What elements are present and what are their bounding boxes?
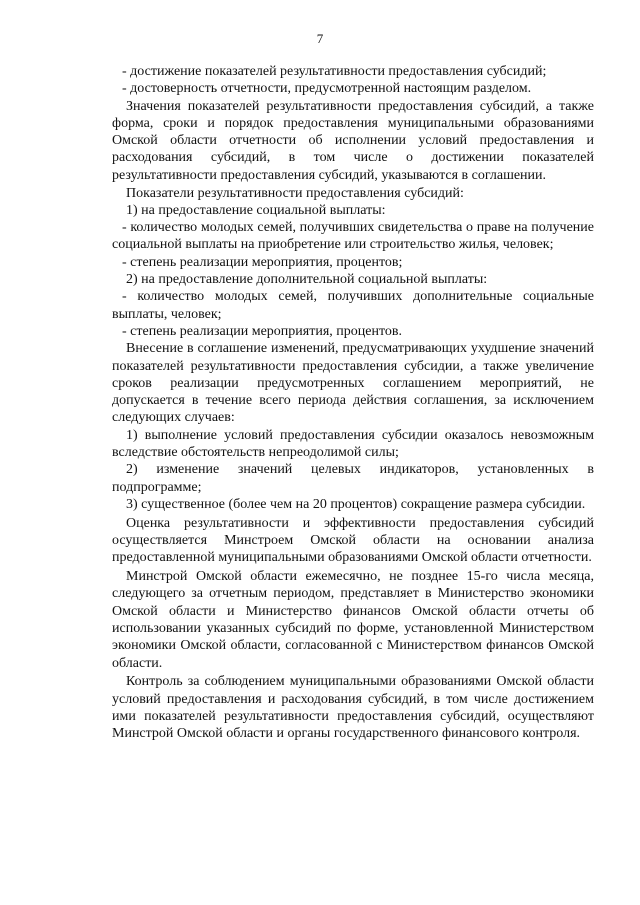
list-item-families-count: - количество молодых семей, получивших свидетельства о праве на получение социальной выплаты на приобретение или строительство жилья, человек; (112, 220, 594, 253)
list-item-target-indicators: 2) изменение значений целевых индикаторов, установленных в подпрограмме; (112, 462, 594, 495)
paragraph-condition-reliability: - достоверность отчетности, предусмотренной настоящим разделом. (122, 81, 532, 97)
document-body (112, 63, 594, 743)
paragraph-indicators-heading: Показатели результативности предоставления субсидий: (126, 185, 464, 201)
list-item-additional-families-count: - количество молодых семей, получивших дополнительные социальные выплаты, человек; (112, 289, 594, 322)
page-number: 7 (316, 31, 324, 46)
paragraph-social-payment: 1) на предоставление социальной выплаты: (126, 202, 386, 218)
list-item-implementation-degree: - степень реализации мероприятия, процентов; (122, 254, 403, 270)
paragraph-indicator-values: Значения показателей результативности предоставления субсидий, а также форма, сроки и порядок предоставления муниципальными образованиями Омской области отчетности об исполнении условий предоставления и расходования субсидий, в том числе о достижении показателей результативности предоставления субсидий, указываются в соглашении. (112, 98, 594, 183)
paragraph-effectiveness-assessment: Оценка результативности и эффективности предоставления субсидий осуществляется Минстроем Омской области на основании анализа предоставленной муниципальными образованиями Омской области отчетности. (112, 515, 594, 566)
paragraph-agreement-changes: Внесение в соглашение изменений, предусматривающих ухудшение значений показателей результативности предоставления субсидии, а также увеличение сроков реализации предусмотренных соглашением мероприятий, не допускается в течение всего периода действия соглашения, за исключением следующих случаев: (112, 341, 594, 426)
paragraph-monthly-reports: Минстрой Омской области ежемесячно, не позднее 15-го числа месяца, следующего за отчетным периодом, представляет в Министерство экономики Омской области и Министерство финансов Омской области отчеты об использовании указанных субсидий по форме, установленной Министерством экономики Омской области, согласованной с Министерством финансов Омской области. (112, 569, 594, 671)
paragraph-condition-achievement: - достижение показателей результативности предоставления субсидий; (122, 64, 547, 79)
paragraph-control: Контроль за соблюдением муниципальными образованиями Омской области условий предоставления и расходования субсидий, в том числе достижением ими показателей результативности предоставления субсидий, осуществляют Минстрой Омской области и органы государственного финансового контроля. (112, 674, 594, 742)
paragraph-additional-payment: 2) на предоставление дополнительной социальной выплаты: (126, 272, 488, 288)
list-item-force-majeure: 1) выполнение условий предоставления субсидии оказалось невозможным вследствие обстоятельств непреодолимой силы; (112, 427, 594, 461)
list-item-subsidy-reduction: 3) существенное (более чем на 20 процентов) сокращение размера субсидии. (126, 496, 586, 512)
list-item-additional-implementation-degree: - степень реализации мероприятия, процентов. (122, 323, 402, 339)
